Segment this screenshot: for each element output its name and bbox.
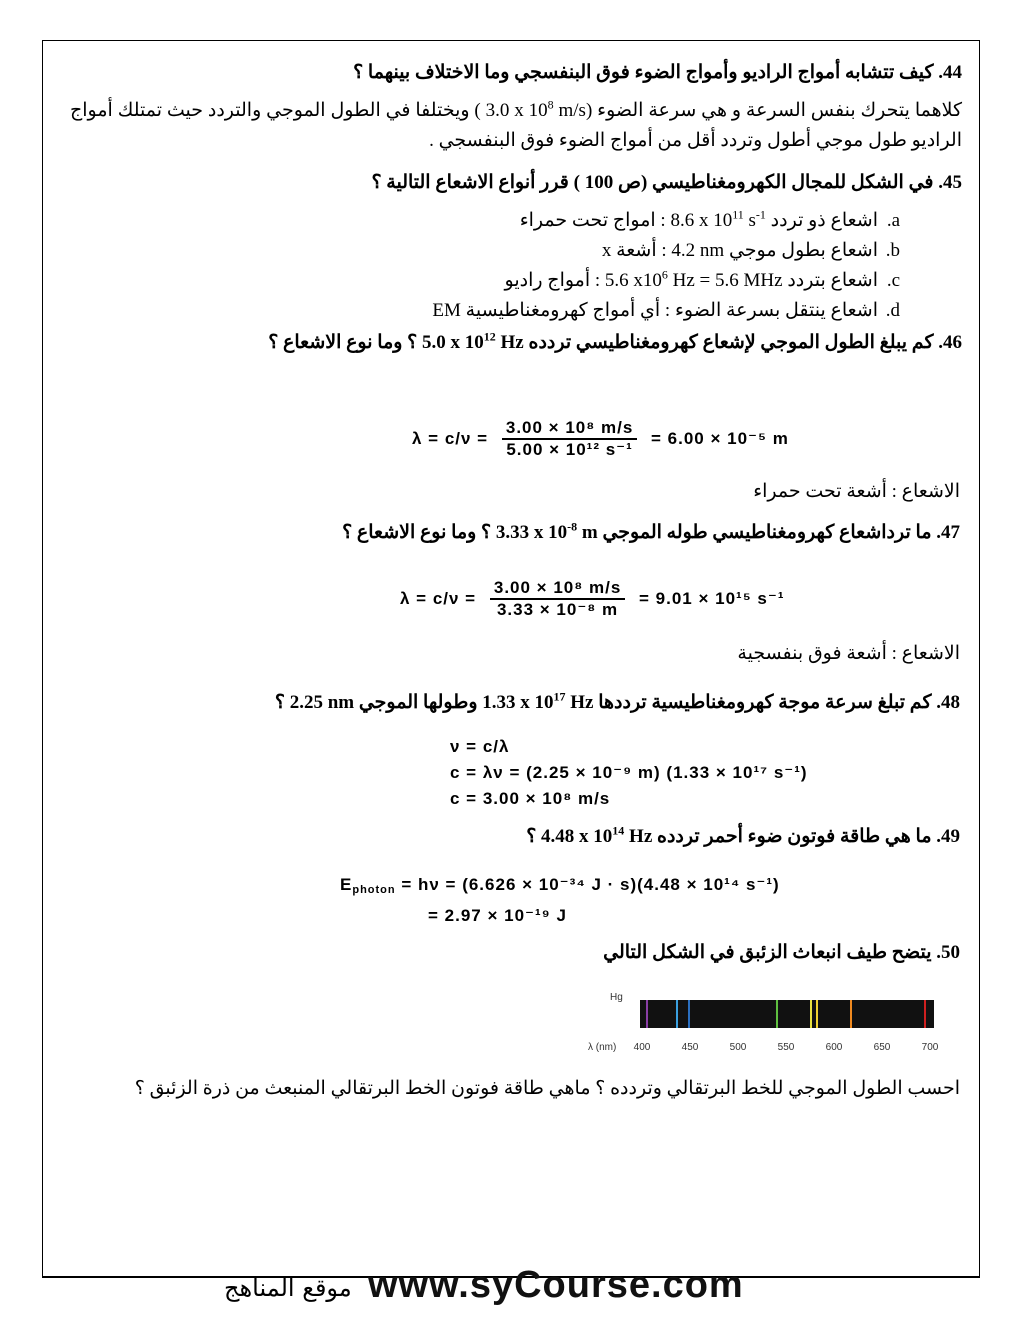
speed-exponent: 8 <box>547 97 554 112</box>
spectrum-bar <box>640 1000 934 1028</box>
value-mantissa: 3.33 x 10 <box>495 522 568 543</box>
question-number: 47. <box>936 522 960 543</box>
speed-value <box>485 97 586 121</box>
axis-tick: 400 <box>633 1042 651 1053</box>
value-exponent: 12 <box>483 329 496 344</box>
question-text-a: كم يبلغ الطول الموجي لإشعاع كهرومغناطيسي تردده <box>523 332 934 353</box>
spectrum-line-orange <box>850 1000 852 1028</box>
equation-line <box>340 872 780 903</box>
value-unit: Hz <box>495 332 524 353</box>
frequency-value <box>422 329 524 353</box>
value-mantissa: 5.6 x10 <box>604 270 662 291</box>
equation-left: λ = c/ν = <box>400 589 477 608</box>
equation-47 <box>400 578 785 620</box>
options-list <box>70 206 900 326</box>
question-number: 45. <box>938 172 962 193</box>
wavelength-value: 2.25 nm <box>289 692 355 713</box>
question-number: 50. <box>936 942 960 963</box>
equation-line: c = 3.00 × 10⁸ m/s <box>450 789 611 808</box>
option-a <box>70 206 900 236</box>
value-unit: m <box>577 522 598 543</box>
spectrum-line-green <box>776 1000 778 1028</box>
spectrum-line-yellow-2 <box>816 1000 818 1028</box>
frequency-value <box>541 823 653 847</box>
fraction-numerator: 3.00 × 10⁸ m/s <box>502 418 637 440</box>
value-exponent: 6 <box>661 267 668 282</box>
option-text: اشعاع بطول موجي <box>724 240 878 261</box>
option-letter: c. <box>886 270 900 291</box>
footer-label: موقع المناهج <box>224 1274 352 1302</box>
option-value <box>670 207 766 231</box>
question-text: كيف تتشابه أمواج الراديو وأمواج الضوء فوق البنفسجي وما الاختلاف بينهما ؟ <box>353 62 934 83</box>
energy-subscript: photon <box>352 884 396 896</box>
value-unit: Hz <box>624 826 653 847</box>
question-number: 48. <box>936 692 960 713</box>
document-body <box>70 48 962 366</box>
footer-watermark <box>220 1262 780 1310</box>
frequency-value <box>482 689 594 713</box>
speed-unit: m/s <box>553 100 586 121</box>
answer-text-a: كلاهما يتحرك بنفس السرعة و هي سرعة الضوء ( <box>585 100 962 121</box>
result-47: الاشعاع : أشعة فوق بنفسجية <box>737 643 960 664</box>
value-mantissa: 4.48 x 10 <box>541 826 613 847</box>
spectrum-element-label: Hg <box>610 992 623 1003</box>
unit-exponent: -1 <box>755 207 766 222</box>
answer-44 <box>70 96 962 156</box>
footer-url[interactable]: www.syCourse.com <box>368 1264 744 1306</box>
value-unit: Hz = 5.6 MHz <box>667 270 783 291</box>
value-exponent: 14 <box>612 823 625 838</box>
equation-right: = 6.00 × 10⁻⁵ m <box>651 429 789 448</box>
equation-line: ν = c/λ <box>450 737 510 756</box>
question-44 <box>70 60 962 86</box>
question-48 <box>275 690 960 716</box>
mercury-spectrum <box>588 990 948 1056</box>
question-50 <box>603 940 960 966</box>
axis-tick: 700 <box>921 1042 939 1053</box>
axis-label: λ (nm) <box>588 1042 617 1053</box>
question-47 <box>342 520 960 546</box>
option-letter: b. <box>885 240 900 261</box>
value-exponent: 11 <box>732 207 744 222</box>
option-text: اشعاع ينتقل بسرعة الضوء : أي أمواج كهرومغناطيسية EM <box>432 300 878 321</box>
question-46 <box>70 330 962 356</box>
question-text: في الشكل للمجال الكهرومغناطيسي (ص 100 ) قرر أنواع الاشعاع التالية ؟ <box>371 172 934 193</box>
option-d <box>70 296 900 326</box>
result-46: الاشعاع : أشعة تحت حمراء <box>753 481 960 502</box>
equation-line-2: = 2.97 × 10⁻¹⁹ J <box>428 906 567 925</box>
question-text-a: ما ترداشعاع كهرومغناطيسي طوله الموجي <box>597 522 932 543</box>
question-text-c: ؟ <box>274 692 290 713</box>
value-unit: s <box>743 210 756 231</box>
value-mantissa: 1.33 x 10 <box>482 692 554 713</box>
option-answer: : أشعة x <box>601 240 672 261</box>
fraction-denominator: 3.33 × 10⁻⁸ m <box>496 600 619 619</box>
question-50-text: احسب الطول الموجي للخط البرتقالي وتردده ؟ ماهي طاقة فوتون الخط البرتقالي المنبعث من ذرة الزئبق ؟ <box>134 1078 960 1099</box>
option-answer: : امواج تحت حمراء <box>519 210 671 231</box>
option-answer: : أمواج راديو <box>504 270 605 291</box>
value-mantissa: 8.6 x 10 <box>670 210 733 231</box>
value-exponent: 17 <box>553 689 566 704</box>
axis-tick: 500 <box>729 1042 747 1053</box>
question-text-a: كم تبلغ سرعة موجة كهرومغناطيسية ترددها <box>593 692 932 713</box>
question-49 <box>526 824 960 850</box>
speed-mantissa: 3.0 x 10 <box>485 100 548 121</box>
answer-text-b: ) ويختلفا في الطول الموجي والتردد حيث تمتلك أمواج الراديو طول موجي أطول وتردد أقل من أمواج الضوء فوق البنفسجي . <box>70 100 962 151</box>
equation-49 <box>340 872 780 929</box>
question-number: 46. <box>938 332 962 353</box>
question-text-b: ؟ <box>526 826 542 847</box>
question-45 <box>70 170 962 196</box>
equation-line: c = λν = (2.25 × 10⁻⁹ m) (1.33 × 10¹⁷ s⁻¹) <box>450 763 808 782</box>
equation-46 <box>412 418 789 460</box>
question-number: 49. <box>936 826 960 847</box>
option-value <box>604 267 783 291</box>
question-text: يتضح طيف انبعاث الزئبق في الشكل التالي <box>603 942 932 963</box>
option-text: اشعاع بتردد <box>782 270 878 291</box>
option-value: 4.2 nm <box>671 240 725 261</box>
value-exponent: -8 <box>567 519 578 534</box>
axis-tick: 650 <box>873 1042 891 1053</box>
spectrum-line-blue <box>676 1000 678 1028</box>
axis-tick: 600 <box>825 1042 843 1053</box>
option-text: اشعاع ذو تردد <box>765 210 878 231</box>
spectrum-line-yellow <box>810 1000 812 1028</box>
question-text-b: ؟ وما نوع الاشعاع ؟ <box>268 332 423 353</box>
spectrum-line-violet <box>646 1000 648 1028</box>
equation-left: λ = c/ν = <box>412 429 489 448</box>
question-number: 44. <box>938 62 962 83</box>
option-b <box>70 236 900 266</box>
option-c <box>70 266 900 296</box>
value-unit: Hz <box>565 692 594 713</box>
energy-symbol: E <box>340 875 353 894</box>
axis-tick: 450 <box>681 1042 699 1053</box>
question-text-a: ما هي طاقة فوتون ضوء أحمر تردده <box>652 826 932 847</box>
spectrum-line-red <box>924 1000 926 1028</box>
question-text-b: ؟ وما نوع الاشعاع ؟ <box>342 522 496 543</box>
equation-fraction <box>490 578 625 620</box>
spectrum-line-blue-2 <box>688 1000 690 1028</box>
equation-right: = 9.01 × 10¹⁵ s⁻¹ <box>639 589 785 608</box>
question-text-b: وطولها الموجي <box>354 692 483 713</box>
axis-tick: 550 <box>777 1042 795 1053</box>
equation-line-1: = hν = (6.626 × 10⁻³⁴ J · s)(4.48 × 10¹⁴ s⁻¹) <box>395 875 780 894</box>
value-mantissa: 5.0 x 10 <box>422 332 484 353</box>
fraction-denominator: 5.00 × 10¹² s⁻¹ <box>506 440 633 459</box>
option-letter: a. <box>886 210 900 231</box>
equation-fraction <box>502 418 637 460</box>
equation-48 <box>450 734 808 812</box>
option-letter: d. <box>885 300 900 321</box>
fraction-numerator: 3.00 × 10⁸ m/s <box>490 578 625 600</box>
wavelength-value <box>495 519 598 543</box>
